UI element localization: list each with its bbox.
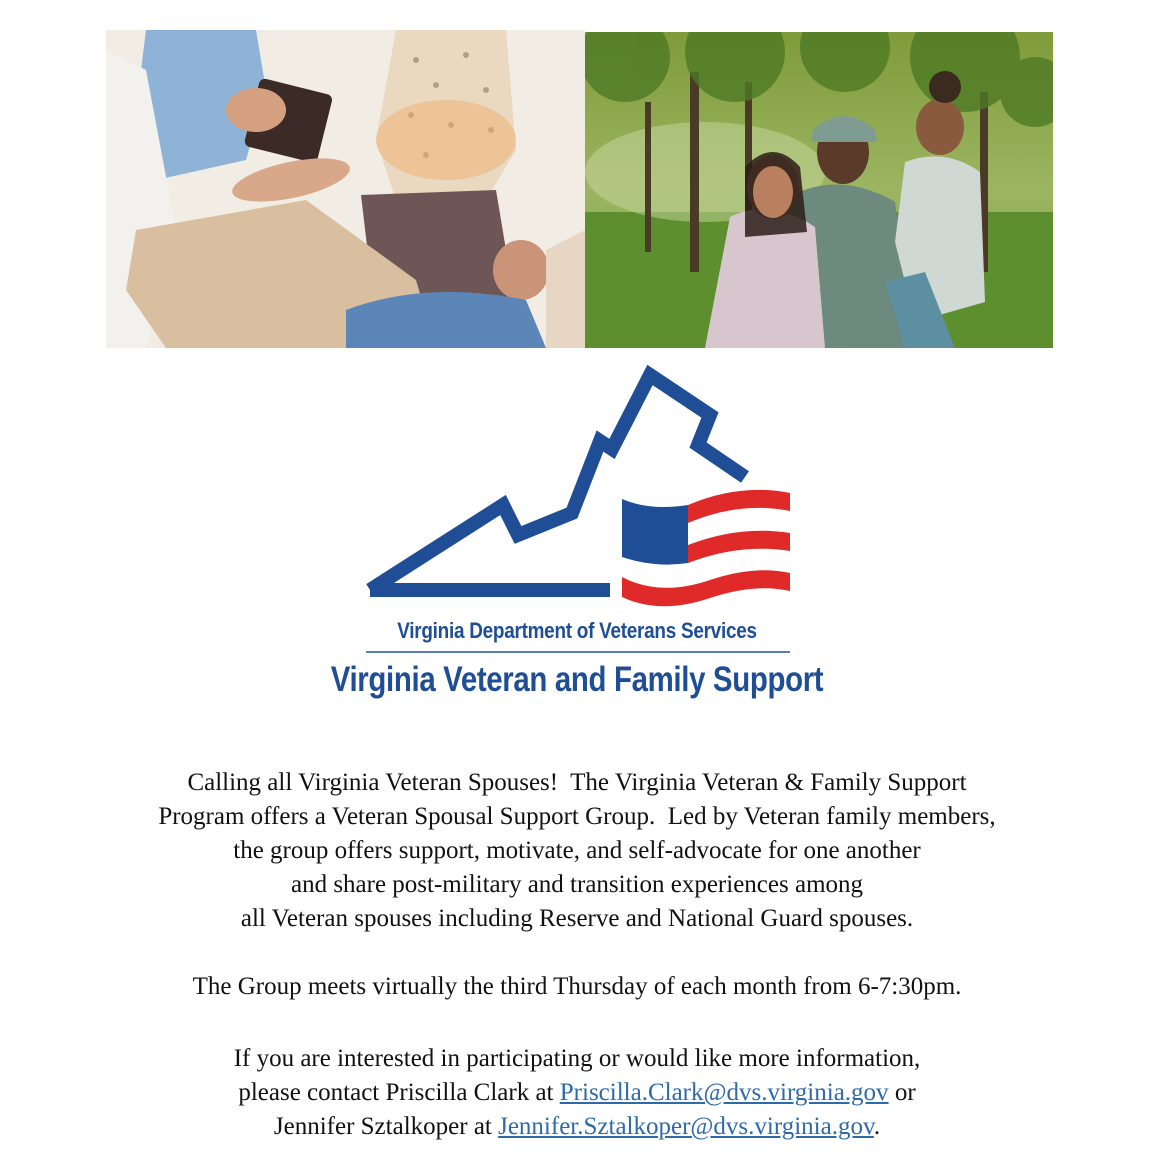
contact-line-priscilla [0,1076,1154,1110]
program-description [0,766,1154,936]
contact-period: . [873,1113,881,1140]
department-name: Virginia Department of Veterans Services [397,618,757,643]
military-family-illustration [585,32,1053,348]
contact-label: please contact Priscilla Clark at [238,1079,560,1106]
support-group-illustration [106,30,585,348]
description-line: Program offers a Veteran Spousal Support Group. Led by Veteran family members, [158,803,996,830]
logo-divider [366,651,790,653]
virginia-state-flag-icon [360,365,800,610]
military-family-photo [585,32,1053,348]
meeting-text: The Group meets virtually the third Thursday of each month from 6-7:30pm. [192,973,962,1000]
meeting-schedule [0,970,1154,1004]
contact-label: Jennifer Sztalkoper at [273,1113,499,1140]
jennifer-email-link[interactable]: Jennifer.Sztalkoper@dvs.virginia.gov [498,1113,874,1140]
contact-conjunction: or [888,1079,916,1106]
support-group-photo [106,30,585,348]
priscilla-email-link[interactable]: Priscilla.Clark@dvs.virginia.gov [559,1079,889,1106]
description-line: all Veteran spouses including Reserve and National Guard spouses. [240,905,914,932]
description-line: Calling all Virginia Veteran Spouses! The Virginia Veteran & Family Support [187,769,967,796]
contact-info [0,1042,1154,1144]
contact-intro: If you are interested in participating or would like more information, [233,1045,921,1072]
description-line: and share post-military and transition experiences among [290,871,864,898]
program-name: Virginia Veteran and Family Support [330,660,824,699]
description-line: the group offers support, motivate, and self-advocate for one another [233,837,921,864]
dvs-logo [360,365,800,610]
contact-line-jennifer [0,1110,1154,1144]
